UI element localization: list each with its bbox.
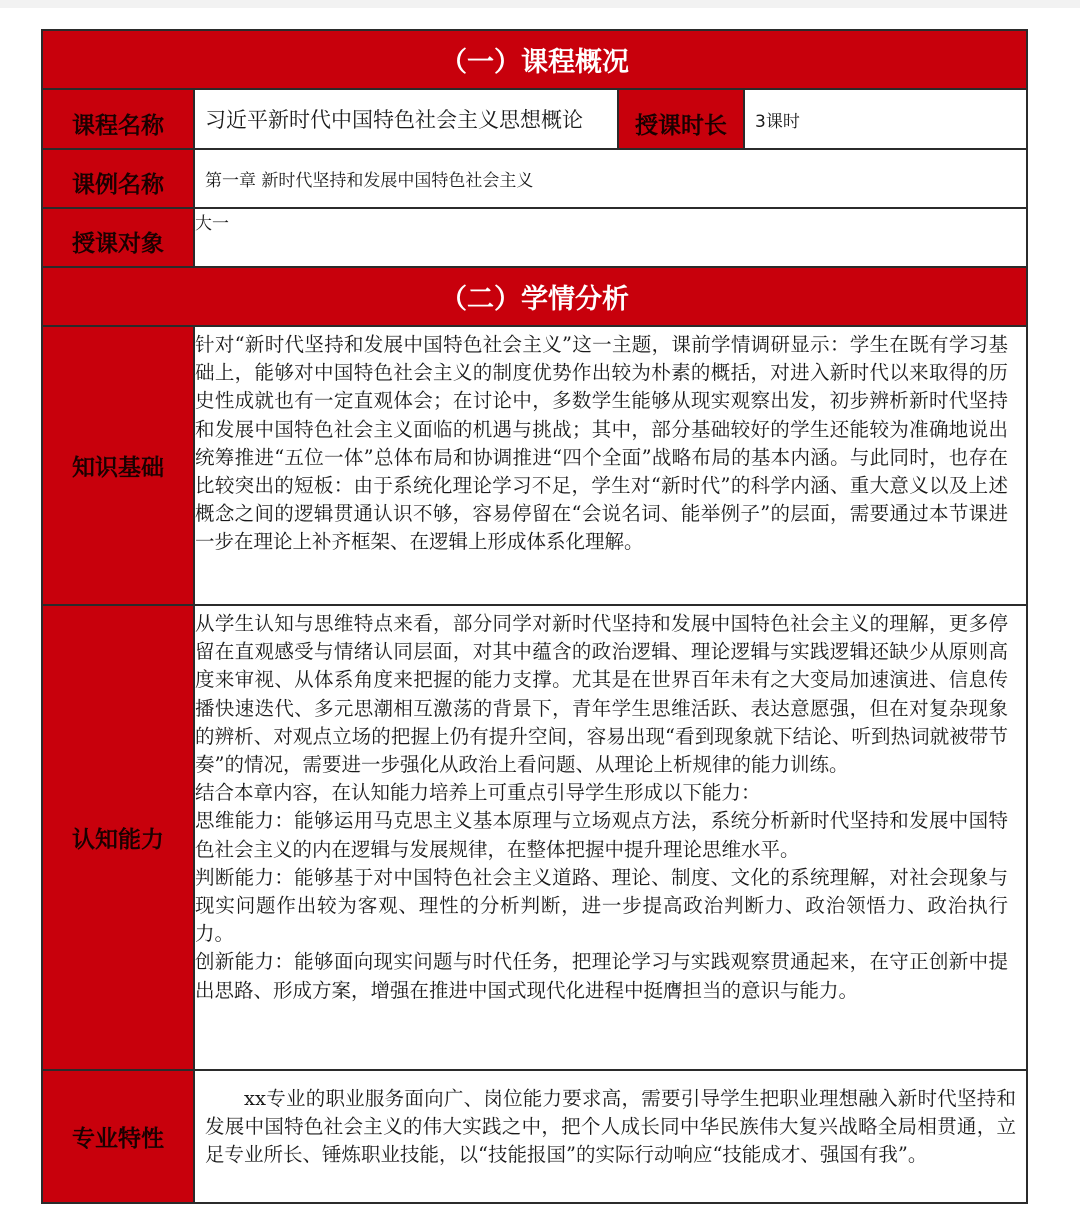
cognitive-ability-label: 认知能力 xyxy=(43,606,195,1069)
knowledge-base-text xyxy=(195,327,1026,604)
cognitive-paragraph-judgment: 判断能力：能够基于对中国特色社会主义道路、理论、制度、文化的系统理解，对社会现象与现实问题作出较为客观、理性的分析判断，进一步提高政治判断力、政治领悟力、政治执行力。 xyxy=(195,865,1008,946)
cognitive-ability-text xyxy=(195,606,1026,1069)
row-cognitive-ability xyxy=(43,606,1026,1071)
case-name-label: 课例名称 xyxy=(43,150,195,207)
top-bar xyxy=(0,0,1080,8)
row-knowledge-base xyxy=(43,327,1026,606)
duration-label: 授课时长 xyxy=(617,90,745,148)
knowledge-base-paragraph: 针对“新时代坚持和发展中国特色社会主义”这一主题，课前学情调研显示：学生在既有学习基础上，能够对中国特色社会主义的制度优势作出较为朴素的概括，对进入新时代以来取得的历史性成就也有一定直观体会；在讨论中，多数学生能够从现实观察出发，初步辨析新时代坚持和发展中国特色社会主义面临的机遇与挑战；其中，部分基础较好的学生还能较为准确地说出统筹推进“五位一体”总体布局和协调推进“四个全面”战略布局的基本内涵。与此同时，也存在比较突出的短板：由于系统化理论学习不足，学生对“新时代”的科学内涵、重大意义以及上述概念之间的逻辑贯通认识不够，容易停留在“会说名词、能举例子”的层面，需要通过本节课进一步在理论上补齐框架、在逻辑上形成体系化理解。 xyxy=(195,333,1008,554)
professional-trait-paragraph: xx专业的职业服务面向广、岗位能力要求高，需要引导学生把职业理想融入新时代坚持和发展中国特色社会主义的伟大实践之中，把个人成长同中华民族伟大复兴战略全局相贯通，立足专业所长、锤炼职业技能，以“技能报国”的实际行动响应“技能成才、强国有我”。 xyxy=(205,1087,1016,1167)
professional-trait-text xyxy=(195,1071,1026,1202)
section-title-student-analysis: （二）学情分析 xyxy=(43,268,1026,327)
cognitive-paragraph-lead: 结合本章内容，在认知能力培养上可重点引导学生形成以下能力： xyxy=(195,781,761,805)
row-professional-trait xyxy=(43,1071,1026,1202)
course-name-value: 习近平新时代中国特色社会主义思想概论 xyxy=(205,108,583,132)
cognitive-paragraph-thinking: 思维能力：能够运用马克思主义基本原理与立场观点方法，系统分析新时代坚持和发展中国特色社会主义的内在逻辑与发展规律，在整体把握中提升理论思维水平。 xyxy=(195,809,1008,861)
section-title-course-overview: （一）课程概况 xyxy=(43,31,1026,90)
cognitive-paragraph-innovation: 创新能力：能够面向现实问题与时代任务，把理论学习与实践观察贯通起来，在守正创新中提出思路、形成方案，增强在推进中国式现代化进程中挺膺担当的意识与能力。 xyxy=(195,950,1008,1002)
knowledge-base-label: 知识基础 xyxy=(43,327,195,604)
lesson-plan-table xyxy=(41,29,1028,1204)
professional-trait-label: 专业特性 xyxy=(43,1071,195,1202)
audience-value: 大一 xyxy=(195,214,229,234)
row-case-name xyxy=(43,150,1026,209)
case-name-value: 第一章 新时代坚持和发展中国特色社会主义 xyxy=(205,171,534,191)
course-name-label: 课程名称 xyxy=(43,90,195,148)
audience-label: 授课对象 xyxy=(43,209,195,266)
duration-value: 3课时 xyxy=(755,111,800,132)
row-audience xyxy=(43,209,1026,268)
row-course-name xyxy=(43,90,1026,150)
cognitive-paragraph-intro: 从学生认知与思维特点来看，部分同学对新时代坚持和发展中国特色社会主义的理解，更多停留在直观感受与情绪认同层面，对其中蕴含的政治逻辑、理论逻辑与实践逻辑还缺少从原则高度来审视、从体系角度来把握的能力支撑。尤其是在世界百年未有之大变局加速演进、信息传播快速迭代、多元思潮相互激荡的背景下，青年学生思维活跃、表达意愿强，但在对复杂现象的辨析、对观点立场的把握上仍有提升空间，容易出现“看到现象就下结论、听到热词就被带节奏”的情况，需要进一步强化从政治上看问题、从理论上析规律的能力训练。 xyxy=(195,612,1008,777)
